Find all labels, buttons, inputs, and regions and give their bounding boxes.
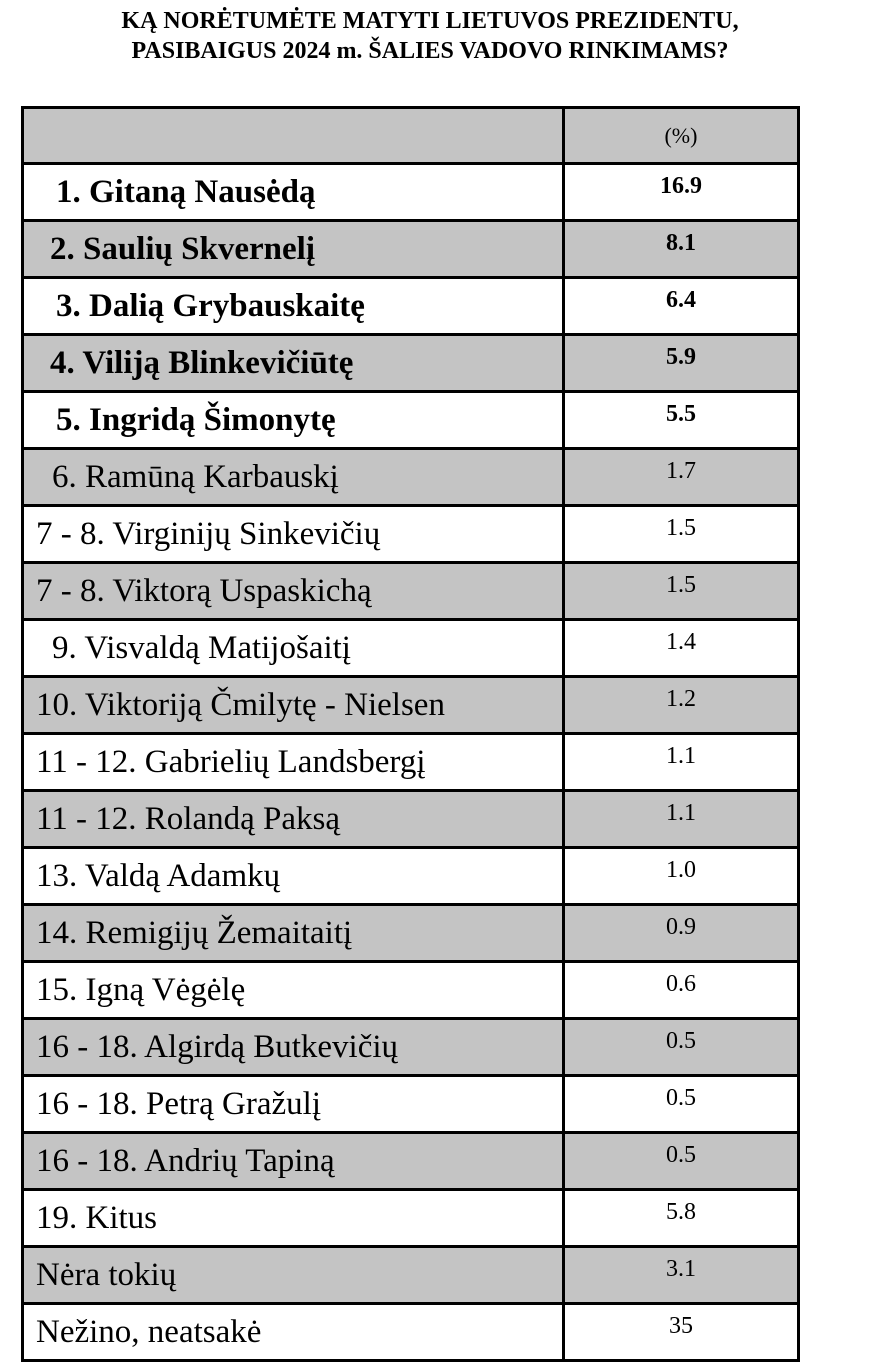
candidate-name: 16 - 18. Andrių Tapiną bbox=[23, 1133, 564, 1190]
candidate-name: 15. Igną Vėgėlę bbox=[23, 962, 564, 1019]
candidate-percent: 16.9 bbox=[563, 164, 798, 221]
candidate-percent: 0.9 bbox=[563, 905, 798, 962]
candidate-name: 16 - 18. Algirdą Butkevičių bbox=[23, 1019, 564, 1076]
table-row bbox=[23, 563, 799, 620]
candidate-name: 10. Viktoriją Čmilytę - Nielsen bbox=[23, 677, 564, 734]
table-row bbox=[23, 335, 799, 392]
table-header-row bbox=[23, 108, 799, 164]
candidate-name: 6. Ramūną Karbauskį bbox=[23, 449, 564, 506]
candidate-percent: 1.5 bbox=[563, 506, 798, 563]
table-row bbox=[23, 734, 799, 791]
candidate-percent: 6.4 bbox=[563, 278, 798, 335]
candidate-percent: 8.1 bbox=[563, 221, 798, 278]
candidate-percent: 1.4 bbox=[563, 620, 798, 677]
table-row bbox=[23, 392, 799, 449]
table-row bbox=[23, 905, 799, 962]
table-row bbox=[23, 506, 799, 563]
title-line-1: KĄ NORĖTUMĖTE MATYTI LIETUVOS PREZIDENTU, bbox=[121, 8, 739, 34]
candidate-percent: 1.0 bbox=[563, 848, 798, 905]
candidate-percent: 1.5 bbox=[563, 563, 798, 620]
results-table bbox=[21, 106, 800, 1362]
table-row bbox=[23, 278, 799, 335]
candidate-name: 5. Ingridą Šimonytę bbox=[23, 392, 564, 449]
table-row bbox=[23, 791, 799, 848]
candidate-name: 16 - 18. Petrą Gražulį bbox=[23, 1076, 564, 1133]
page-title bbox=[0, 6, 860, 66]
candidate-name: 1. Gitaną Nausėdą bbox=[23, 164, 564, 221]
candidate-name: 3. Dalią Grybauskaitę bbox=[23, 278, 564, 335]
table-row bbox=[23, 677, 799, 734]
candidate-name: Nežino, neatsakė bbox=[23, 1304, 564, 1361]
candidate-percent: 35 bbox=[563, 1304, 798, 1361]
candidate-percent: 5.5 bbox=[563, 392, 798, 449]
candidate-name: 2. Saulių Skvernelį bbox=[23, 221, 564, 278]
candidate-percent: 5.9 bbox=[563, 335, 798, 392]
table-row bbox=[23, 449, 799, 506]
candidate-percent: 0.5 bbox=[563, 1133, 798, 1190]
table-row bbox=[23, 962, 799, 1019]
candidate-percent: 0.5 bbox=[563, 1076, 798, 1133]
candidate-percent: 1.2 bbox=[563, 677, 798, 734]
table-row bbox=[23, 221, 799, 278]
candidate-percent: 1.7 bbox=[563, 449, 798, 506]
candidate-percent: 1.1 bbox=[563, 791, 798, 848]
candidate-name: 19. Kitus bbox=[23, 1190, 564, 1247]
table-row bbox=[23, 848, 799, 905]
candidate-percent: 1.1 bbox=[563, 734, 798, 791]
table-row bbox=[23, 620, 799, 677]
table-row bbox=[23, 164, 799, 221]
candidate-name: 14. Remigijų Žemaitaitį bbox=[23, 905, 564, 962]
candidate-percent: 5.8 bbox=[563, 1190, 798, 1247]
title-line-2: PASIBAIGUS 2024 m. ŠALIES VADOVO RINKIMAMS? bbox=[131, 38, 729, 64]
candidate-name: 11 - 12. Rolandą Paksą bbox=[23, 791, 564, 848]
candidate-percent: 0.6 bbox=[563, 962, 798, 1019]
table-row bbox=[23, 1019, 799, 1076]
table-row bbox=[23, 1076, 799, 1133]
candidate-percent: 0.5 bbox=[563, 1019, 798, 1076]
candidate-name: 7 - 8. Virginijų Sinkevičių bbox=[23, 506, 564, 563]
table-row bbox=[23, 1133, 799, 1190]
header-percent-cell: (%) bbox=[563, 108, 798, 164]
candidate-percent: 3.1 bbox=[563, 1247, 798, 1304]
header-name-cell bbox=[23, 108, 564, 164]
candidate-name: 13. Valdą Adamkų bbox=[23, 848, 564, 905]
candidate-name: 9. Visvaldą Matijošaitį bbox=[23, 620, 564, 677]
table-row bbox=[23, 1304, 799, 1361]
table-row bbox=[23, 1247, 799, 1304]
table-row bbox=[23, 1190, 799, 1247]
candidate-name: 4. Viliją Blinkevičiūtę bbox=[23, 335, 564, 392]
candidate-name: 7 - 8. Viktorą Uspaskichą bbox=[23, 563, 564, 620]
candidate-name: Nėra tokių bbox=[23, 1247, 564, 1304]
candidate-name: 11 - 12. Gabrielių Landsbergį bbox=[23, 734, 564, 791]
